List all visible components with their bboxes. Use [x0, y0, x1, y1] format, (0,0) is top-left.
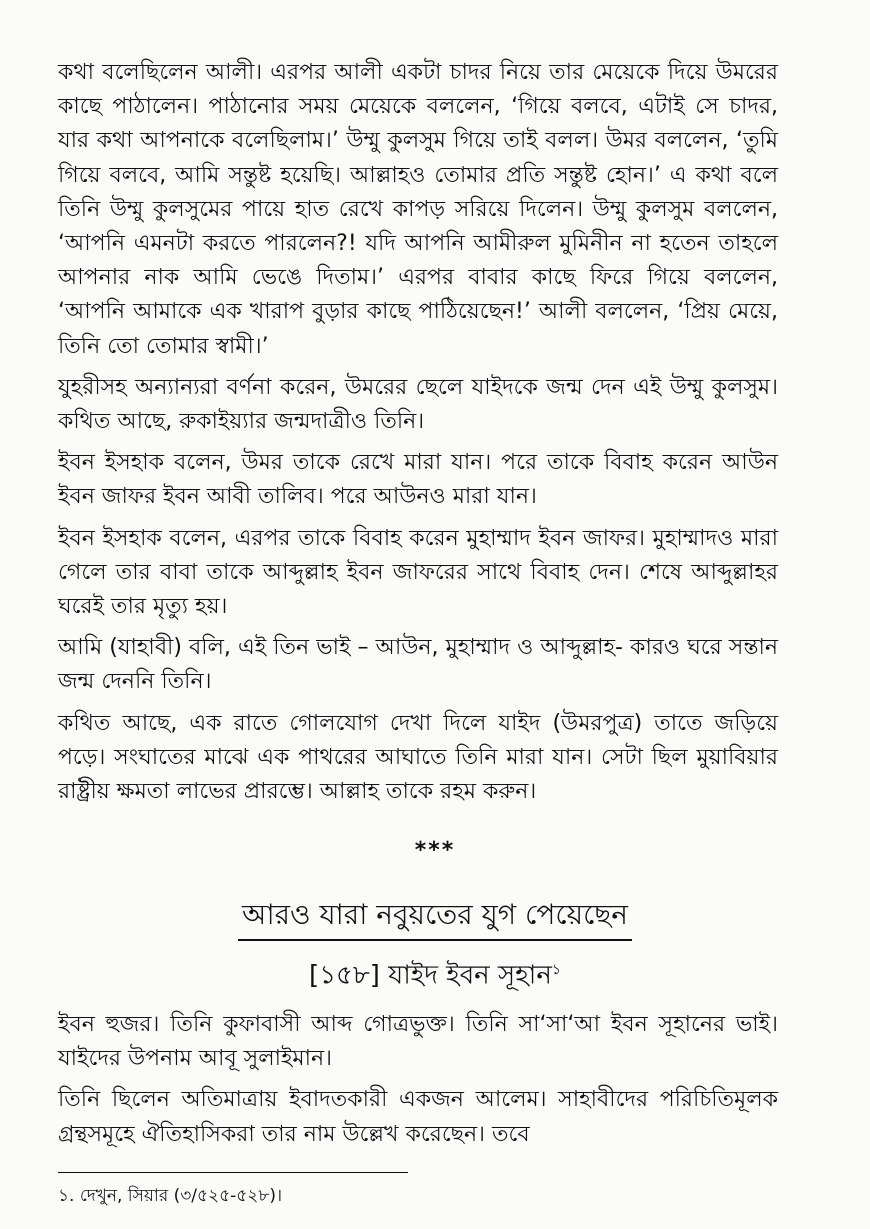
- footnote-divider: [58, 1172, 408, 1173]
- paragraph: কথিত আছে, এক রাতে গোলযোগ দেখা দিলে যাইদ (উমরপুত্র) তাতে জড়িয়ে পড়ে। সংঘাতের মাঝে এক পাথরের আঘাতে তিনি মারা যান। সেটা ছিল মুয়াবিয়ার রাষ্ট্রীয় ক্ষমতা লাভের প্রারম্ভে। আল্লাহ তাকে রহম করুন।: [58, 710, 778, 805]
- paragraph: কথা বলেছিলেন আলী। এরপর আলী একটা চাদর নিয়ে তার মেয়েকে দিয়ে উমরের কাছে পাঠালেন। পাঠানোর সময় মেয়েকে বললেন, ‘গিয়ে বলবে, এটাই সে চাদর, যার কথা আপনাকে বলেছিলাম।’ উম্মু কুলসুম গিয়ে তাই বলল। উমর বললেন, ‘তুমি গিয়ে বলবে, আমি সন্তুষ্ট হয়েছি। আল্লাহও তোমার প্রতি সন্তুষ্ট হোন।’ এ কথা বলে তিনি উম্মু কুলসুমের পায়ে হাত রেখে কাপড় সরিয়ে দিলেন। উম্মু কুলসুম বললেন, ‘আপনি এমনটা করতে পারলেন?! যদি আপনি আমীরুল মুমিনীন না হতেন তাহলে আপনার নাক আমি ভেঙে দিতাম।’ এরপর বাবার কাছে ফিরে গিয়ে বললেন, ‘আপনি আমাকে এক খারাপ বুড়ার কাছে পাঠিয়েছেন!’ আলী বললেন, ‘প্রিয় মেয়ে, তিনি তো তোমার স্বামী।’: [58, 60, 778, 359]
- paragraph: আমি (যাহাবী) বলি, এই তিন ভাই – আউন, মুহাম্মাদ ও আব্দুল্লাহ- কারও ঘরে সন্তান জন্ম দেননি তিনি।: [58, 635, 778, 695]
- section-heading: [0, 895, 870, 941]
- paragraph: যুহরীসহ অন্যান্যরা বর্ণনা করেন, উমরের ছেলে যাইদকে জন্ম দেন এই উম্মু কুলসুম। কথিত আছে, রুকাইয়্যার জন্মদাত্রীও তিনি।: [58, 374, 778, 435]
- paragraph: ইবন ইসহাক বলেন, উমর তাকে রেখে মারা যান। পরে তাকে বিবাহ করেন আউন ইবন জাফর ইবন আবী তালিব। পরে আউনও মারা যান।: [58, 450, 778, 510]
- footnote-marker: ১: [551, 962, 561, 978]
- section-heading-text: আরও যারা নবুয়তের যুগ পেয়েছেন: [238, 895, 632, 941]
- paragraph: তিনি ছিলেন অতিমাত্রায় ইবাদতকারী একজন আলেম। সাহাবীদের পরিচিতিমূলক গ্রন্থসমূহে ঐতিহাসিকরা তার নাম উল্লেখ করেছেন। তবে: [58, 1087, 778, 1147]
- footnote: ১. দেখুন, সিয়ার (৩/৫২৫-৫২৮)।: [58, 1186, 283, 1206]
- main-text: [58, 56, 778, 816]
- paragraph: ইবন ইসহাক বলেন, এরপর তাকে বিবাহ করেন মুহাম্মাদ ইবন জাফর। মুহাম্মাদও মারা গেলে তার বাবা তাকে আব্দুল্লাহ ইবন জাফরের সাথে বিবাহ দেন। শেষে আব্দুল্লাহর ঘরেই তার মৃত্যু হয়।: [58, 525, 778, 620]
- section-separator: ***: [414, 838, 456, 863]
- entry-title-text: [১৫৮] যাইদ ইবন সূহান: [309, 960, 552, 991]
- paragraph: ইবন হুজর। তিনি কুফাবাসী আব্দ গোত্রভুক্ত। তিনি সা‘সা‘আ ইবন সূহানের ভাই। যাইদের উপনাম আবূ সুলাইমান।: [58, 1012, 778, 1072]
- entry-title: [0, 952, 870, 994]
- entry-text: [58, 1008, 778, 1159]
